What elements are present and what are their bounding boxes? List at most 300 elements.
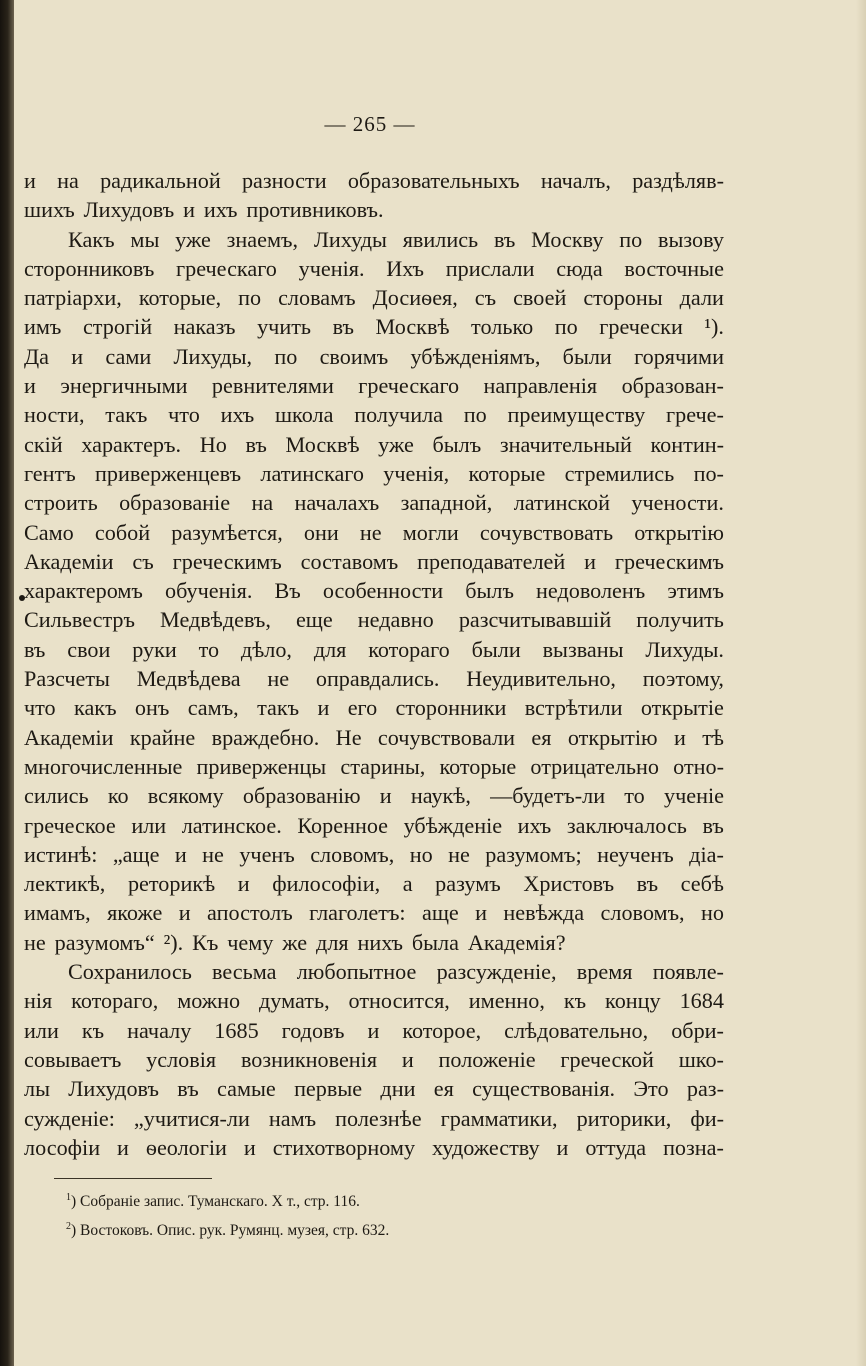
word: наказъ: [173, 314, 236, 340]
word: приверженцы: [196, 753, 327, 779]
word: или: [131, 812, 167, 838]
word: то: [198, 636, 220, 662]
word: стороны: [583, 285, 663, 311]
footnote-mark: 2: [66, 1221, 71, 1233]
word: встрѣтили: [524, 695, 623, 721]
word: убѣжденіямъ,: [410, 343, 541, 369]
body-text: [24, 166, 724, 1162]
text-line: [24, 693, 724, 722]
word: наукѣ,: [410, 783, 471, 809]
word: Москву: [531, 226, 604, 252]
word: лектикѣ,: [24, 871, 106, 897]
word: знаемъ,: [226, 226, 299, 252]
word: нія: [24, 988, 53, 1014]
page-binding-edge: [0, 0, 14, 1366]
word: учить: [257, 314, 312, 340]
word: по: [554, 314, 578, 340]
text-line: [24, 898, 724, 927]
text-line: [24, 225, 724, 254]
word: Но: [199, 431, 227, 457]
text-line: [24, 166, 724, 195]
word: Коренное: [297, 812, 389, 838]
text-line: [24, 928, 724, 957]
word: и: [117, 1134, 129, 1160]
word: латинской: [513, 490, 610, 516]
word: Въ: [274, 578, 301, 604]
text-line: [24, 752, 724, 781]
word: гентъ: [24, 460, 76, 486]
word: же: [282, 929, 308, 955]
word: сторонниковъ: [24, 255, 155, 281]
word: не: [24, 929, 46, 955]
word: „аще: [112, 841, 160, 867]
word: былъ: [465, 578, 514, 604]
word: думать,: [259, 988, 330, 1014]
word: „учитися-ли: [133, 1105, 250, 1131]
word: Сохранилось: [68, 959, 192, 985]
word: сочувствовали: [377, 724, 516, 750]
word: Неудивительно,: [466, 666, 616, 692]
text-line: [24, 723, 724, 752]
word: имамъ,: [24, 900, 91, 926]
word: самые: [216, 1076, 276, 1102]
word: позна-: [663, 1134, 724, 1160]
word: не: [202, 841, 224, 867]
word: Да: [24, 343, 49, 369]
word: дали: [679, 285, 724, 311]
word: образовательныхъ: [347, 168, 520, 193]
page-number: — 265 —: [324, 112, 416, 136]
word: онъ: [134, 695, 170, 721]
word: шихъ: [24, 197, 75, 223]
text-line: [24, 605, 724, 634]
word: и: [71, 343, 84, 369]
word: къ: [563, 988, 587, 1014]
word: школа: [274, 402, 334, 428]
word: заключалось: [566, 812, 687, 838]
word: строгій: [82, 314, 153, 340]
word: но: [701, 900, 724, 926]
word: которое,: [402, 1017, 482, 1043]
word: фи-: [690, 1105, 724, 1131]
word: Академія?: [467, 929, 566, 955]
word: началахъ: [294, 490, 380, 516]
word: составомъ: [300, 548, 399, 574]
word: намъ: [268, 1105, 317, 1131]
word: убѣжденіе: [403, 812, 503, 838]
word: художеству: [432, 1134, 540, 1160]
word: по-: [693, 460, 724, 486]
text-line: [24, 400, 724, 429]
word: началъ,: [540, 168, 611, 193]
word: —будетъ-ли: [490, 783, 606, 809]
text-line: [24, 547, 724, 576]
word: такъ: [257, 695, 300, 721]
word: контин-: [650, 431, 724, 457]
word: энергичными: [60, 373, 188, 399]
word: греческаго: [176, 255, 277, 281]
word: ихъ: [220, 402, 255, 428]
word: былъ: [432, 431, 482, 457]
word: но: [409, 841, 433, 867]
word: крайне: [129, 724, 196, 750]
word: возникновенія: [240, 1046, 378, 1072]
word: преподавателей: [417, 548, 566, 574]
word: условія: [146, 1046, 217, 1072]
word: направленія: [483, 373, 598, 399]
word: словомъ,: [310, 841, 395, 867]
word: что: [24, 695, 56, 721]
word: скій: [24, 431, 63, 457]
word: и: [584, 548, 597, 574]
footnotes: [66, 1185, 666, 1243]
text-line: [24, 430, 724, 459]
word: Досиѳея,: [372, 285, 458, 311]
word: Ихъ: [386, 255, 424, 281]
word: приверженцевъ: [95, 460, 242, 486]
word: слѣдовательно,: [504, 1017, 649, 1043]
word: началу: [127, 1017, 192, 1043]
word: образован-: [621, 373, 724, 399]
word: которые: [439, 753, 517, 779]
word: греческимъ: [172, 548, 282, 574]
word: Не: [335, 724, 362, 750]
word: собой: [94, 519, 151, 545]
word: старины,: [340, 753, 426, 779]
word: своей: [513, 285, 567, 311]
word: многочисленные: [24, 753, 183, 779]
word: любопытное: [296, 959, 417, 985]
word: оттуда: [585, 1134, 647, 1160]
word: котораго: [368, 636, 450, 662]
word: Само: [24, 519, 74, 545]
word: и: [317, 695, 330, 721]
word: значительный: [499, 431, 632, 457]
word: лософіи: [24, 1134, 101, 1160]
word: полезнѣе: [335, 1105, 422, 1131]
word: и: [24, 373, 36, 399]
word: радикальной: [100, 168, 221, 193]
word: и: [237, 871, 250, 897]
word: они: [303, 519, 339, 545]
word: обученія.: [164, 578, 253, 604]
word: характеромъ: [24, 578, 143, 604]
word: Лихуды.: [645, 636, 724, 662]
word: ученія.: [298, 255, 365, 281]
word: сами: [105, 343, 152, 369]
word: по: [463, 402, 487, 428]
text-line: [24, 576, 724, 605]
word: горячими: [634, 343, 724, 369]
word: съ: [132, 548, 154, 574]
footnote-mark: 1: [66, 1192, 71, 1203]
word: Сильвестръ: [24, 607, 135, 633]
word: оправдались.: [315, 666, 440, 692]
word: и: [556, 1134, 569, 1160]
word: Академіи: [24, 724, 114, 750]
text-line: [24, 986, 724, 1015]
word: вызову: [658, 226, 724, 252]
word: и: [24, 168, 36, 193]
word: 1685: [214, 1017, 259, 1043]
page-right-edge: [856, 0, 866, 1366]
word: строить: [24, 490, 98, 516]
word: противниковъ.: [246, 197, 384, 223]
word: враждебно.: [211, 724, 320, 750]
footnote-text: ) Собраніе запис. Туманскаго. X т., стр. 116.: [71, 1193, 360, 1211]
word: Медвѣдева: [136, 666, 241, 692]
text-line: [24, 664, 724, 693]
word: вызваны: [542, 636, 624, 662]
word: своимъ: [319, 343, 389, 369]
word: были: [471, 636, 521, 662]
word: имъ: [24, 314, 62, 340]
text-line: [24, 840, 724, 869]
word: Лихуды,: [173, 343, 253, 369]
word: Разсчеты: [24, 666, 110, 692]
word: разности: [241, 168, 327, 193]
word: раз-: [686, 1076, 724, 1102]
word: ²).: [163, 929, 184, 955]
text-line: [24, 1104, 724, 1133]
word: появле-: [652, 959, 724, 985]
word: ученія,: [383, 460, 450, 486]
word: Это: [633, 1076, 669, 1102]
text-line: [24, 1045, 724, 1074]
word: патріархи,: [24, 285, 122, 311]
text-line: [24, 635, 724, 664]
word: стремились: [564, 460, 675, 486]
footnote-divider: [54, 1178, 212, 1179]
word: какъ: [74, 695, 117, 721]
word: риторики,: [576, 1105, 672, 1131]
word: и: [178, 900, 191, 926]
word: латинскаго: [260, 460, 364, 486]
word: характеръ.: [81, 431, 182, 457]
word: дни: [380, 1076, 416, 1102]
word: сюда: [556, 255, 603, 281]
word: открытію: [567, 724, 658, 750]
word: Академіи: [24, 548, 114, 574]
word: въ: [177, 1076, 199, 1102]
word: раздѣляв-: [632, 168, 724, 193]
text-line: [24, 1074, 724, 1103]
word: разсчитывавшій: [458, 607, 612, 633]
word: ихъ: [203, 197, 238, 223]
word: недавно: [357, 607, 434, 633]
word: философіи,: [272, 871, 381, 897]
word: обри-: [671, 1017, 724, 1043]
word: на: [251, 490, 274, 516]
word: открытіе: [640, 695, 724, 721]
word: сились: [24, 783, 89, 809]
word: открытію: [634, 519, 724, 545]
word: именно,: [468, 988, 545, 1014]
word: и: [673, 724, 686, 750]
word: и: [379, 783, 392, 809]
word: Лихуды: [313, 226, 387, 252]
word: особенности: [322, 578, 444, 604]
word: для: [316, 929, 349, 955]
word: себѣ: [680, 871, 724, 897]
word: Какъ: [68, 226, 115, 252]
text-line: [24, 1016, 724, 1045]
word: а: [402, 871, 413, 897]
footnote: [66, 1214, 666, 1243]
word: образованію: [242, 783, 361, 809]
word: годовъ: [281, 1017, 345, 1043]
word: уже: [378, 431, 414, 457]
word: которые,: [138, 285, 222, 311]
word: ученъ: [239, 841, 295, 867]
word: лы: [24, 1076, 50, 1102]
text-line: [24, 811, 724, 840]
text-line: [24, 342, 724, 371]
word: въ: [24, 636, 46, 662]
word: существованія.: [472, 1076, 616, 1102]
word: и: [475, 900, 488, 926]
word: положеніе: [438, 1046, 536, 1072]
word: апостолъ: [207, 900, 293, 926]
word: греческимъ: [614, 548, 724, 574]
word: не: [359, 519, 382, 545]
word: грече-: [666, 402, 724, 428]
word: и: [401, 1046, 414, 1072]
word: свои: [67, 636, 111, 662]
word: западной,: [400, 490, 493, 516]
word: невѣжда: [503, 900, 585, 926]
word: руки: [132, 636, 177, 662]
word: время: [576, 959, 633, 985]
text-line: [24, 371, 724, 400]
text-line: [24, 283, 724, 312]
word: истинѣ:: [24, 841, 98, 867]
word: Лихудовъ: [83, 197, 175, 223]
word: стихотворному: [272, 1134, 416, 1160]
word: получить: [636, 607, 724, 633]
word: дѣло,: [240, 636, 292, 662]
word: концу: [605, 988, 661, 1014]
word: греческой: [560, 1046, 654, 1072]
text-line: [24, 459, 724, 488]
word: якоже: [107, 900, 163, 926]
word: словамъ: [278, 285, 356, 311]
word: къ: [81, 1017, 105, 1043]
footnote: [66, 1185, 666, 1214]
text-line: [24, 312, 724, 341]
word: аще: [421, 900, 459, 926]
word: совываетъ: [24, 1046, 122, 1072]
text-line: [24, 488, 724, 517]
word: и: [174, 841, 187, 867]
word: уже: [175, 226, 211, 252]
word: сочувствовать: [479, 519, 614, 545]
word: ея: [531, 724, 552, 750]
footnote-text: ) Востоковъ. Опис. рук. Румянц. музея, стр. 632.: [71, 1222, 390, 1240]
word: ея: [433, 1076, 454, 1102]
word: глаголетъ:: [309, 900, 406, 926]
word: можно: [177, 988, 241, 1014]
word: была: [411, 929, 459, 955]
word: ихъ: [517, 812, 552, 838]
word: латинское.: [181, 812, 282, 838]
word: словомъ,: [600, 900, 685, 926]
word: въ: [245, 431, 267, 457]
word: по: [619, 226, 643, 252]
word: греческое: [24, 812, 116, 838]
word: разумъ: [435, 871, 501, 897]
word: грамматики,: [440, 1105, 558, 1131]
word: преимуществу: [507, 402, 646, 428]
word: что: [168, 402, 200, 428]
word: явились: [402, 226, 479, 252]
word: для: [313, 636, 347, 662]
word: разумомъ;: [485, 841, 582, 867]
word: не: [448, 841, 470, 867]
text-line: [24, 957, 724, 986]
word: гречески: [599, 314, 683, 340]
word: въ: [636, 871, 659, 897]
word: греческаго: [358, 373, 460, 399]
text-line: [24, 781, 724, 810]
word: въ: [702, 812, 724, 838]
word: относится,: [348, 988, 450, 1014]
word: первые: [294, 1076, 363, 1102]
text-line: [24, 869, 724, 898]
word: Москвѣ: [285, 431, 360, 457]
word: нихъ: [357, 929, 403, 955]
word: въ: [332, 314, 354, 340]
word: разсужденіе,: [436, 959, 557, 985]
text-line: [24, 195, 724, 224]
word: ности,: [24, 402, 85, 428]
word: и: [367, 1017, 380, 1043]
word: мы: [130, 226, 160, 252]
word: ¹).: [704, 314, 724, 340]
text-line: [24, 518, 724, 547]
text-line: [24, 254, 724, 283]
word: по: [274, 343, 298, 369]
word: получила: [354, 402, 444, 428]
word: образованіе: [119, 490, 231, 516]
word: не: [267, 666, 290, 692]
text-line: [24, 1133, 724, 1162]
word: чему: [227, 929, 274, 955]
word: Москвѣ: [375, 314, 450, 340]
word: могли: [402, 519, 459, 545]
word: Медвѣдевъ,: [160, 607, 271, 633]
word: отно-: [673, 753, 724, 779]
word: котораго,: [71, 988, 159, 1014]
word: тѣ: [702, 724, 724, 750]
word: были: [562, 343, 612, 369]
word: сторонники: [395, 695, 507, 721]
word: всякому: [147, 783, 224, 809]
word: отрицательно: [530, 753, 659, 779]
word: 1684: [679, 988, 724, 1014]
word: восточные: [624, 255, 724, 281]
word: весьма: [212, 959, 277, 985]
word: и: [243, 1134, 256, 1160]
word: или: [24, 1017, 59, 1043]
word: ко: [107, 783, 129, 809]
word: этимъ: [667, 578, 724, 604]
word: въ: [493, 226, 516, 252]
word: ученіе: [663, 783, 724, 809]
word: діа-: [689, 841, 724, 867]
word: Христовъ: [523, 871, 615, 897]
word: разумомъ“: [54, 929, 155, 955]
